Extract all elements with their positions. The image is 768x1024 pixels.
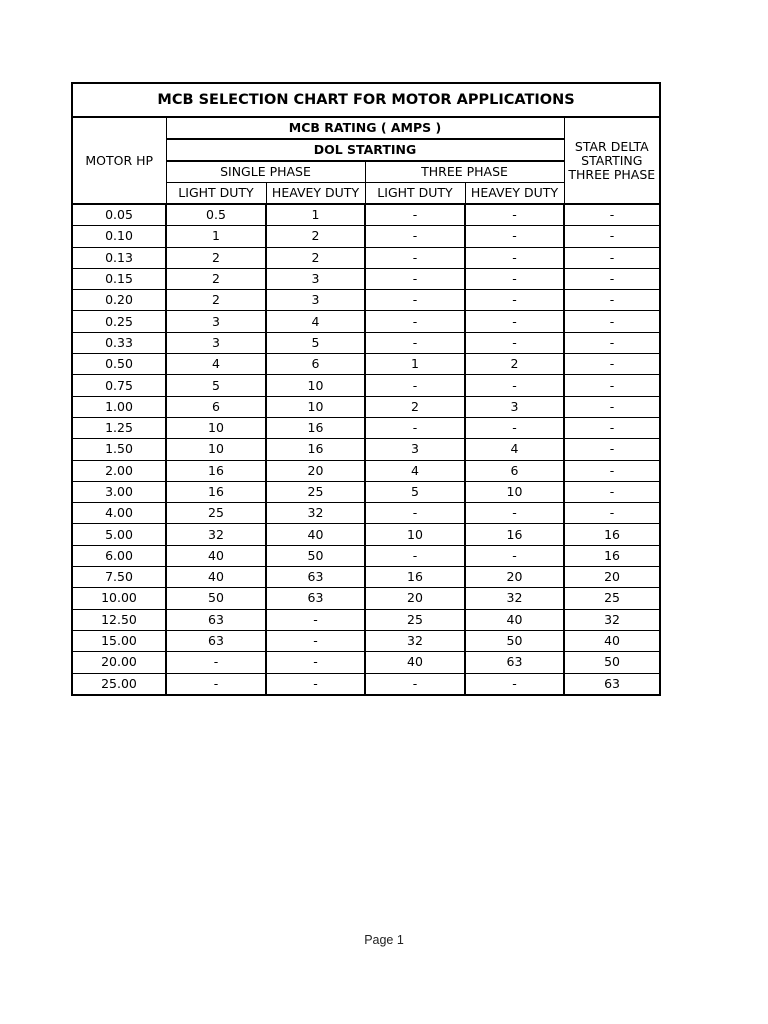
cell-star-delta: - xyxy=(564,417,660,438)
header-star-delta-line-2: STARTING xyxy=(581,152,643,168)
cell-star-delta: 16 xyxy=(564,545,660,566)
header-three-light-duty: LIGHT DUTY xyxy=(365,183,465,205)
cell-star-delta: - xyxy=(564,268,660,289)
cell-three-heavy: - xyxy=(465,503,564,524)
cell-star-delta: - xyxy=(564,332,660,353)
cell-motor-hp: 10.00 xyxy=(72,588,166,609)
cell-three-heavy: - xyxy=(465,673,564,695)
cell-three-heavy: 6 xyxy=(465,460,564,481)
cell-single-heavy: 50 xyxy=(266,545,365,566)
cell-star-delta: - xyxy=(564,226,660,247)
cell-motor-hp: 0.25 xyxy=(72,311,166,332)
cell-star-delta: 63 xyxy=(564,673,660,695)
cell-three-light: - xyxy=(365,290,465,311)
table-row xyxy=(72,290,660,311)
cell-star-delta: - xyxy=(564,354,660,375)
cell-three-light: - xyxy=(365,332,465,353)
header-dol-starting: DOL STARTING xyxy=(166,139,564,161)
cell-three-light: 32 xyxy=(365,630,465,651)
cell-single-heavy: - xyxy=(266,673,365,695)
cell-single-heavy: 3 xyxy=(266,290,365,311)
cell-single-light: 40 xyxy=(166,545,266,566)
cell-three-light: - xyxy=(365,247,465,268)
table-row xyxy=(72,524,660,545)
cell-three-light: 2 xyxy=(365,396,465,417)
cell-three-light: - xyxy=(365,417,465,438)
table-row xyxy=(72,247,660,268)
cell-motor-hp: 20.00 xyxy=(72,652,166,673)
cell-motor-hp: 2.00 xyxy=(72,460,166,481)
cell-single-light: 50 xyxy=(166,588,266,609)
mcb-selection-sheet xyxy=(71,82,659,696)
cell-three-light: 40 xyxy=(365,652,465,673)
cell-three-heavy: 50 xyxy=(465,630,564,651)
cell-single-heavy: 3 xyxy=(266,268,365,289)
cell-three-light: - xyxy=(365,204,465,226)
cell-single-heavy: 32 xyxy=(266,503,365,524)
cell-single-heavy: 10 xyxy=(266,396,365,417)
cell-single-heavy: - xyxy=(266,609,365,630)
cell-motor-hp: 1.00 xyxy=(72,396,166,417)
cell-three-heavy: 63 xyxy=(465,652,564,673)
cell-three-heavy: - xyxy=(465,545,564,566)
table-row xyxy=(72,311,660,332)
table-body xyxy=(72,204,660,695)
table-row xyxy=(72,226,660,247)
cell-motor-hp: 15.00 xyxy=(72,630,166,651)
cell-three-light: - xyxy=(365,673,465,695)
cell-three-light: - xyxy=(365,226,465,247)
cell-star-delta: - xyxy=(564,481,660,502)
cell-motor-hp: 3.00 xyxy=(72,481,166,502)
cell-three-light: - xyxy=(365,311,465,332)
cell-star-delta: - xyxy=(564,375,660,396)
cell-motor-hp: 0.15 xyxy=(72,268,166,289)
cell-three-light: 10 xyxy=(365,524,465,545)
cell-single-heavy: 40 xyxy=(266,524,365,545)
cell-star-delta: - xyxy=(564,460,660,481)
cell-three-light: 16 xyxy=(365,567,465,588)
cell-motor-hp: 6.00 xyxy=(72,545,166,566)
header-single-light-duty: LIGHT DUTY xyxy=(166,183,266,205)
table-row xyxy=(72,396,660,417)
table-row xyxy=(72,503,660,524)
table-row xyxy=(72,588,660,609)
header-single-phase: SINGLE PHASE xyxy=(166,161,365,183)
table-row xyxy=(72,204,660,226)
table-row xyxy=(72,652,660,673)
cell-single-heavy: 63 xyxy=(266,588,365,609)
cell-three-heavy: - xyxy=(465,247,564,268)
cell-three-heavy: - xyxy=(465,417,564,438)
cell-three-light: 25 xyxy=(365,609,465,630)
cell-single-heavy: - xyxy=(266,630,365,651)
cell-three-light: 5 xyxy=(365,481,465,502)
cell-three-light: - xyxy=(365,268,465,289)
cell-single-light: 6 xyxy=(166,396,266,417)
cell-star-delta: - xyxy=(564,311,660,332)
cell-single-heavy: 2 xyxy=(266,247,365,268)
cell-three-heavy: - xyxy=(465,204,564,226)
cell-single-light: 2 xyxy=(166,247,266,268)
cell-single-heavy: 63 xyxy=(266,567,365,588)
cell-single-heavy: 1 xyxy=(266,204,365,226)
cell-single-light: 3 xyxy=(166,332,266,353)
cell-star-delta: - xyxy=(564,247,660,268)
cell-single-light: 10 xyxy=(166,417,266,438)
cell-single-heavy: 25 xyxy=(266,481,365,502)
cell-star-delta: 20 xyxy=(564,567,660,588)
header-star-delta-line-3: THREE PHASE xyxy=(568,166,656,182)
header-star-delta-line-1: STAR DELTA xyxy=(574,138,649,154)
table-row xyxy=(72,375,660,396)
cell-star-delta: - xyxy=(564,290,660,311)
cell-three-light: 20 xyxy=(365,588,465,609)
table-row xyxy=(72,545,660,566)
cell-three-light: - xyxy=(365,545,465,566)
cell-motor-hp: 1.50 xyxy=(72,439,166,460)
cell-single-light: 2 xyxy=(166,268,266,289)
cell-single-light: 40 xyxy=(166,567,266,588)
cell-single-heavy: 16 xyxy=(266,417,365,438)
cell-single-light: 63 xyxy=(166,630,266,651)
table-row xyxy=(72,481,660,502)
cell-three-heavy: - xyxy=(465,226,564,247)
cell-three-heavy: 2 xyxy=(465,354,564,375)
cell-three-light: - xyxy=(365,503,465,524)
cell-motor-hp: 12.50 xyxy=(72,609,166,630)
cell-motor-hp: 0.75 xyxy=(72,375,166,396)
table-row xyxy=(72,609,660,630)
table-row xyxy=(72,567,660,588)
header-motor-hp: MOTOR HP xyxy=(72,117,166,204)
cell-single-light: 0.5 xyxy=(166,204,266,226)
cell-motor-hp: 25.00 xyxy=(72,673,166,695)
header-three-phase: THREE PHASE xyxy=(365,161,564,183)
cell-star-delta: - xyxy=(564,396,660,417)
cell-single-light: 4 xyxy=(166,354,266,375)
table-row xyxy=(72,417,660,438)
cell-single-light: 16 xyxy=(166,481,266,502)
cell-single-light: - xyxy=(166,652,266,673)
cell-single-heavy: 6 xyxy=(266,354,365,375)
cell-single-heavy: 4 xyxy=(266,311,365,332)
table-row xyxy=(72,268,660,289)
cell-single-light: 5 xyxy=(166,375,266,396)
header-three-heavy-duty: HEAVEY DUTY xyxy=(465,183,564,205)
cell-three-heavy: - xyxy=(465,268,564,289)
cell-three-heavy: 4 xyxy=(465,439,564,460)
cell-single-light: - xyxy=(166,673,266,695)
cell-single-light: 10 xyxy=(166,439,266,460)
mcb-selection-table xyxy=(71,82,661,696)
cell-star-delta: - xyxy=(564,439,660,460)
cell-star-delta: 40 xyxy=(564,630,660,651)
cell-three-heavy: 40 xyxy=(465,609,564,630)
cell-single-light: 2 xyxy=(166,290,266,311)
cell-star-delta: - xyxy=(564,503,660,524)
cell-single-heavy: - xyxy=(266,652,365,673)
cell-motor-hp: 0.05 xyxy=(72,204,166,226)
cell-three-light: - xyxy=(365,375,465,396)
header-mcb-rating: MCB RATING ( AMPS ) xyxy=(166,117,564,139)
cell-motor-hp: 0.20 xyxy=(72,290,166,311)
cell-three-heavy: - xyxy=(465,375,564,396)
cell-single-heavy: 20 xyxy=(266,460,365,481)
cell-three-heavy: - xyxy=(465,332,564,353)
cell-star-delta: 32 xyxy=(564,609,660,630)
cell-motor-hp: 1.25 xyxy=(72,417,166,438)
cell-three-heavy: 16 xyxy=(465,524,564,545)
cell-single-light: 25 xyxy=(166,503,266,524)
cell-single-light: 1 xyxy=(166,226,266,247)
table-row xyxy=(72,354,660,375)
cell-three-light: 3 xyxy=(365,439,465,460)
cell-motor-hp: 0.33 xyxy=(72,332,166,353)
cell-single-light: 16 xyxy=(166,460,266,481)
cell-single-light: 3 xyxy=(166,311,266,332)
cell-motor-hp: 4.00 xyxy=(72,503,166,524)
cell-three-heavy: 10 xyxy=(465,481,564,502)
page-number: Page 1 xyxy=(364,933,404,947)
cell-three-heavy: - xyxy=(465,290,564,311)
cell-motor-hp: 0.10 xyxy=(72,226,166,247)
cell-motor-hp: 5.00 xyxy=(72,524,166,545)
table-row xyxy=(72,460,660,481)
cell-star-delta: 16 xyxy=(564,524,660,545)
cell-single-heavy: 2 xyxy=(266,226,365,247)
cell-three-light: 4 xyxy=(365,460,465,481)
table-row xyxy=(72,673,660,695)
header-single-heavy-duty: HEAVEY DUTY xyxy=(266,183,365,205)
cell-single-light: 63 xyxy=(166,609,266,630)
header-star-delta xyxy=(564,117,660,204)
cell-three-heavy: 3 xyxy=(465,396,564,417)
cell-three-light: 1 xyxy=(365,354,465,375)
cell-single-heavy: 16 xyxy=(266,439,365,460)
table-row xyxy=(72,630,660,651)
cell-three-heavy: - xyxy=(465,311,564,332)
cell-motor-hp: 0.13 xyxy=(72,247,166,268)
cell-single-heavy: 5 xyxy=(266,332,365,353)
cell-star-delta: 50 xyxy=(564,652,660,673)
cell-motor-hp: 7.50 xyxy=(72,567,166,588)
table-row xyxy=(72,332,660,353)
cell-single-light: 32 xyxy=(166,524,266,545)
cell-star-delta: 25 xyxy=(564,588,660,609)
cell-three-heavy: 20 xyxy=(465,567,564,588)
cell-single-heavy: 10 xyxy=(266,375,365,396)
cell-motor-hp: 0.50 xyxy=(72,354,166,375)
cell-three-heavy: 32 xyxy=(465,588,564,609)
table-title: MCB SELECTION CHART FOR MOTOR APPLICATIONS xyxy=(72,83,660,117)
table-row xyxy=(72,439,660,460)
cell-star-delta: - xyxy=(564,204,660,226)
